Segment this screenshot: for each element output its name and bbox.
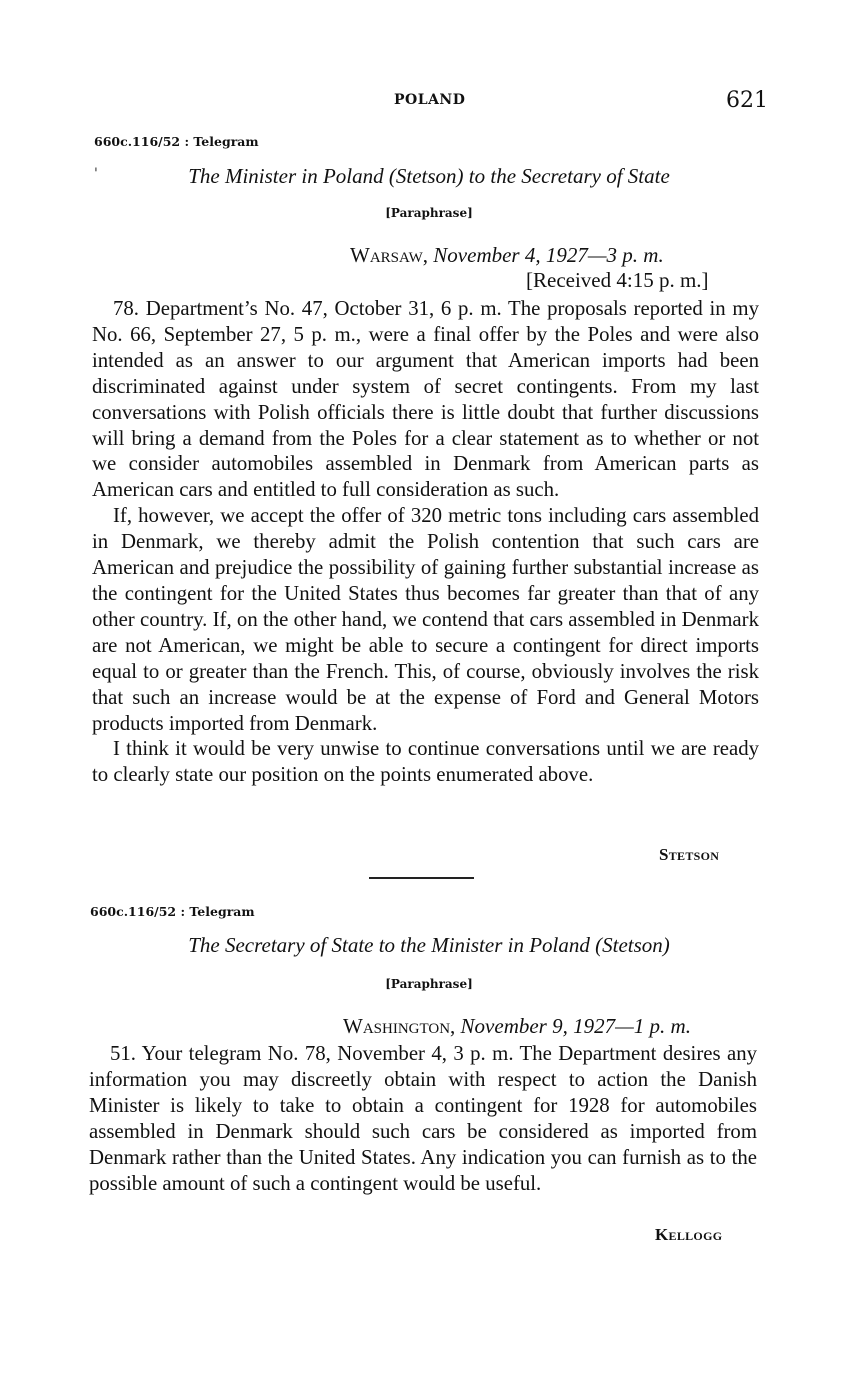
dateline-place-1: Warsaw,	[350, 243, 429, 267]
running-head	[0, 88, 858, 118]
stray-mark: '	[94, 166, 98, 182]
paragraph: 51. Your telegram No. 78, November 4, 3 p. m. The Department desires any information you may discreetly obtain with respect to action the Danish Minister is likely to take to obtain a contingent for 1928 for automobiles assembled in Denmark should such cars be considered as imported from Denmark rather than the United States. Any indication you can furnish as to the possible amount of such a contingent would be useful.	[89, 1042, 757, 1195]
signature-stetson: Stetson	[659, 845, 720, 864]
dateline-date-2: November 9, 1927—1 p. m.	[460, 1014, 691, 1038]
document-title-1: The Minister in Poland (Stetson) to the Secretary of State	[188, 164, 670, 188]
paragraph: I think it would be very unwise to continue conversations until we are ready to clearly state our position on the points enumerated above.	[92, 737, 759, 787]
dateline-2	[343, 1014, 691, 1039]
file-reference-2: 660c.116/52 : Telegram	[90, 904, 255, 919]
dateline-1	[350, 243, 664, 268]
received-note: [Received 4:15 p. m.]	[526, 268, 709, 292]
telegram-body-1	[92, 296, 759, 788]
running-head-title: POLAND	[394, 92, 466, 108]
telegram-body-2	[89, 1041, 757, 1196]
paraphrase-label-2: [Paraphrase]	[385, 977, 473, 991]
page-number: 621	[726, 88, 768, 113]
section-divider	[369, 877, 474, 879]
dateline-date-1: November 4, 1927—3 p. m.	[433, 243, 664, 267]
signature-kellogg: Kellogg	[655, 1225, 723, 1244]
paragraph: 78. Department’s No. 47, October 31, 6 p. m. The proposals reported in my No. 66, September 27, 5 p. m., were a final offer by the Poles and were also intended as an answer to our argument that American imports had been discriminated against under system of secret contingents. From my last conversations with Polish officials there is little doubt that further discussions will bring a demand from the Poles for a clear statement as to whether or not we consider automobiles assembled in Denmark from American parts as American cars and entitled to full consideration as such.	[92, 297, 759, 502]
paraphrase-label-1: [Paraphrase]	[385, 206, 473, 220]
paragraph: If, however, we accept the offer of 320 metric tons including cars assembled in Denmark, we thereby admit the Polish contention that such cars are American and prejudice the possibility of gaining further substantial increase as the contingent for the United States thus becomes far greater than that of any other country. If, on the other hand, we contend that cars assembled in Denmark are not American, we might be able to secure a contingent for direct imports equal to or greater than the French. This, of course, obviously involves the risk that such an increase would be at the expense of Ford and General Motors products imported from Denmark.	[92, 504, 759, 735]
file-reference-1: 660c.116/52 : Telegram	[94, 134, 259, 149]
dateline-place-2: Washington,	[343, 1014, 456, 1038]
document-title-2: The Secretary of State to the Minister in Poland (Stetson)	[188, 933, 670, 957]
